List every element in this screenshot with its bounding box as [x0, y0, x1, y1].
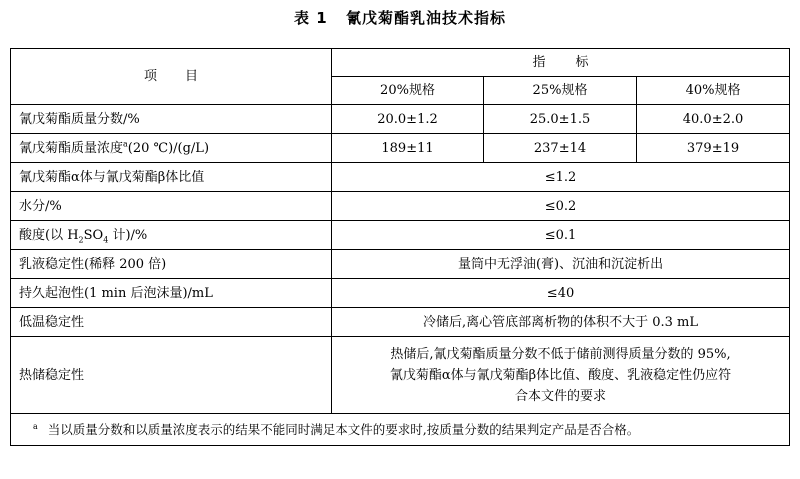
- table-title: 氰戊菊酯乳油技术指标: [345, 9, 506, 27]
- spec-table: [10, 48, 790, 446]
- row-label: 氰戊菊酯质量浓度$^a$(20 ℃)/(g/L): [11, 134, 332, 163]
- spec-40: 40%规格: [637, 77, 790, 105]
- cell-value: ≤0.1: [332, 221, 790, 250]
- cell-value: 热储后,氰戊菊酯质量分数不低于储前测得质量分数的 95%, 氰戊菊酯α体与氰戊菊酯β体比值、酸度、乳液稳定性仍应符 合本文件的要求: [332, 337, 790, 414]
- header-row: [11, 49, 790, 77]
- cell-value: ≤0.2: [332, 192, 790, 221]
- row-label: 氰戊菊酯α体与氰戊菊酯β体比值: [11, 163, 332, 192]
- cell-value: 冷储后,离心管底部离析物的体积不大于 0.3 mL: [332, 308, 790, 337]
- cell-value: ≤1.2: [332, 163, 790, 192]
- table-row: [11, 105, 790, 134]
- row-label: 热储稳定性: [11, 337, 332, 414]
- spec-20: 20%规格: [332, 77, 484, 105]
- table-row: [11, 163, 790, 192]
- spec-25: 25%规格: [484, 77, 637, 105]
- row-label: 乳液稳定性(稀释 200 倍): [11, 250, 332, 279]
- footnote-ref: a: [123, 139, 128, 149]
- table-number: 表 1: [294, 9, 328, 27]
- footnote-mark: a: [33, 421, 38, 431]
- table-row: [11, 221, 790, 250]
- cell-value: 量筒中无浮油(膏)、沉油和沉淀析出: [332, 250, 790, 279]
- table-caption: [0, 7, 800, 28]
- header-item: 项 目: [11, 49, 332, 105]
- table-row: [11, 192, 790, 221]
- cell-value: 25.0±1.5: [484, 105, 637, 134]
- row-label: 氰戊菊酯质量分数/%: [11, 105, 332, 134]
- cell-value: 189±11: [332, 134, 484, 163]
- row-label: 酸度(以 $H_2SO_4$ 计)/%: [11, 221, 332, 250]
- row-label: 水分/%: [11, 192, 332, 221]
- footnote-row: [11, 414, 790, 446]
- header-index: 指 标: [332, 49, 790, 77]
- cell-value: 20.0±1.2: [332, 105, 484, 134]
- row-label: 低温稳定性: [11, 308, 332, 337]
- cell-value: 40.0±2.0: [637, 105, 790, 134]
- cell-value: ≤40: [332, 279, 790, 308]
- table-row: [11, 308, 790, 337]
- table-row: [11, 250, 790, 279]
- table-row: [11, 134, 790, 163]
- table-row: [11, 279, 790, 308]
- cell-value: 237±14: [484, 134, 637, 163]
- row-label: 持久起泡性(1 min 后泡沫量)/mL: [11, 279, 332, 308]
- cell-value: 379±19: [637, 134, 790, 163]
- footnote: $^a$ 当以质量分数和以质量浓度表示的结果不能同时满足本文件的要求时,按质量分数的结果判定产品是否合格。: [11, 414, 790, 446]
- table-row: [11, 337, 790, 414]
